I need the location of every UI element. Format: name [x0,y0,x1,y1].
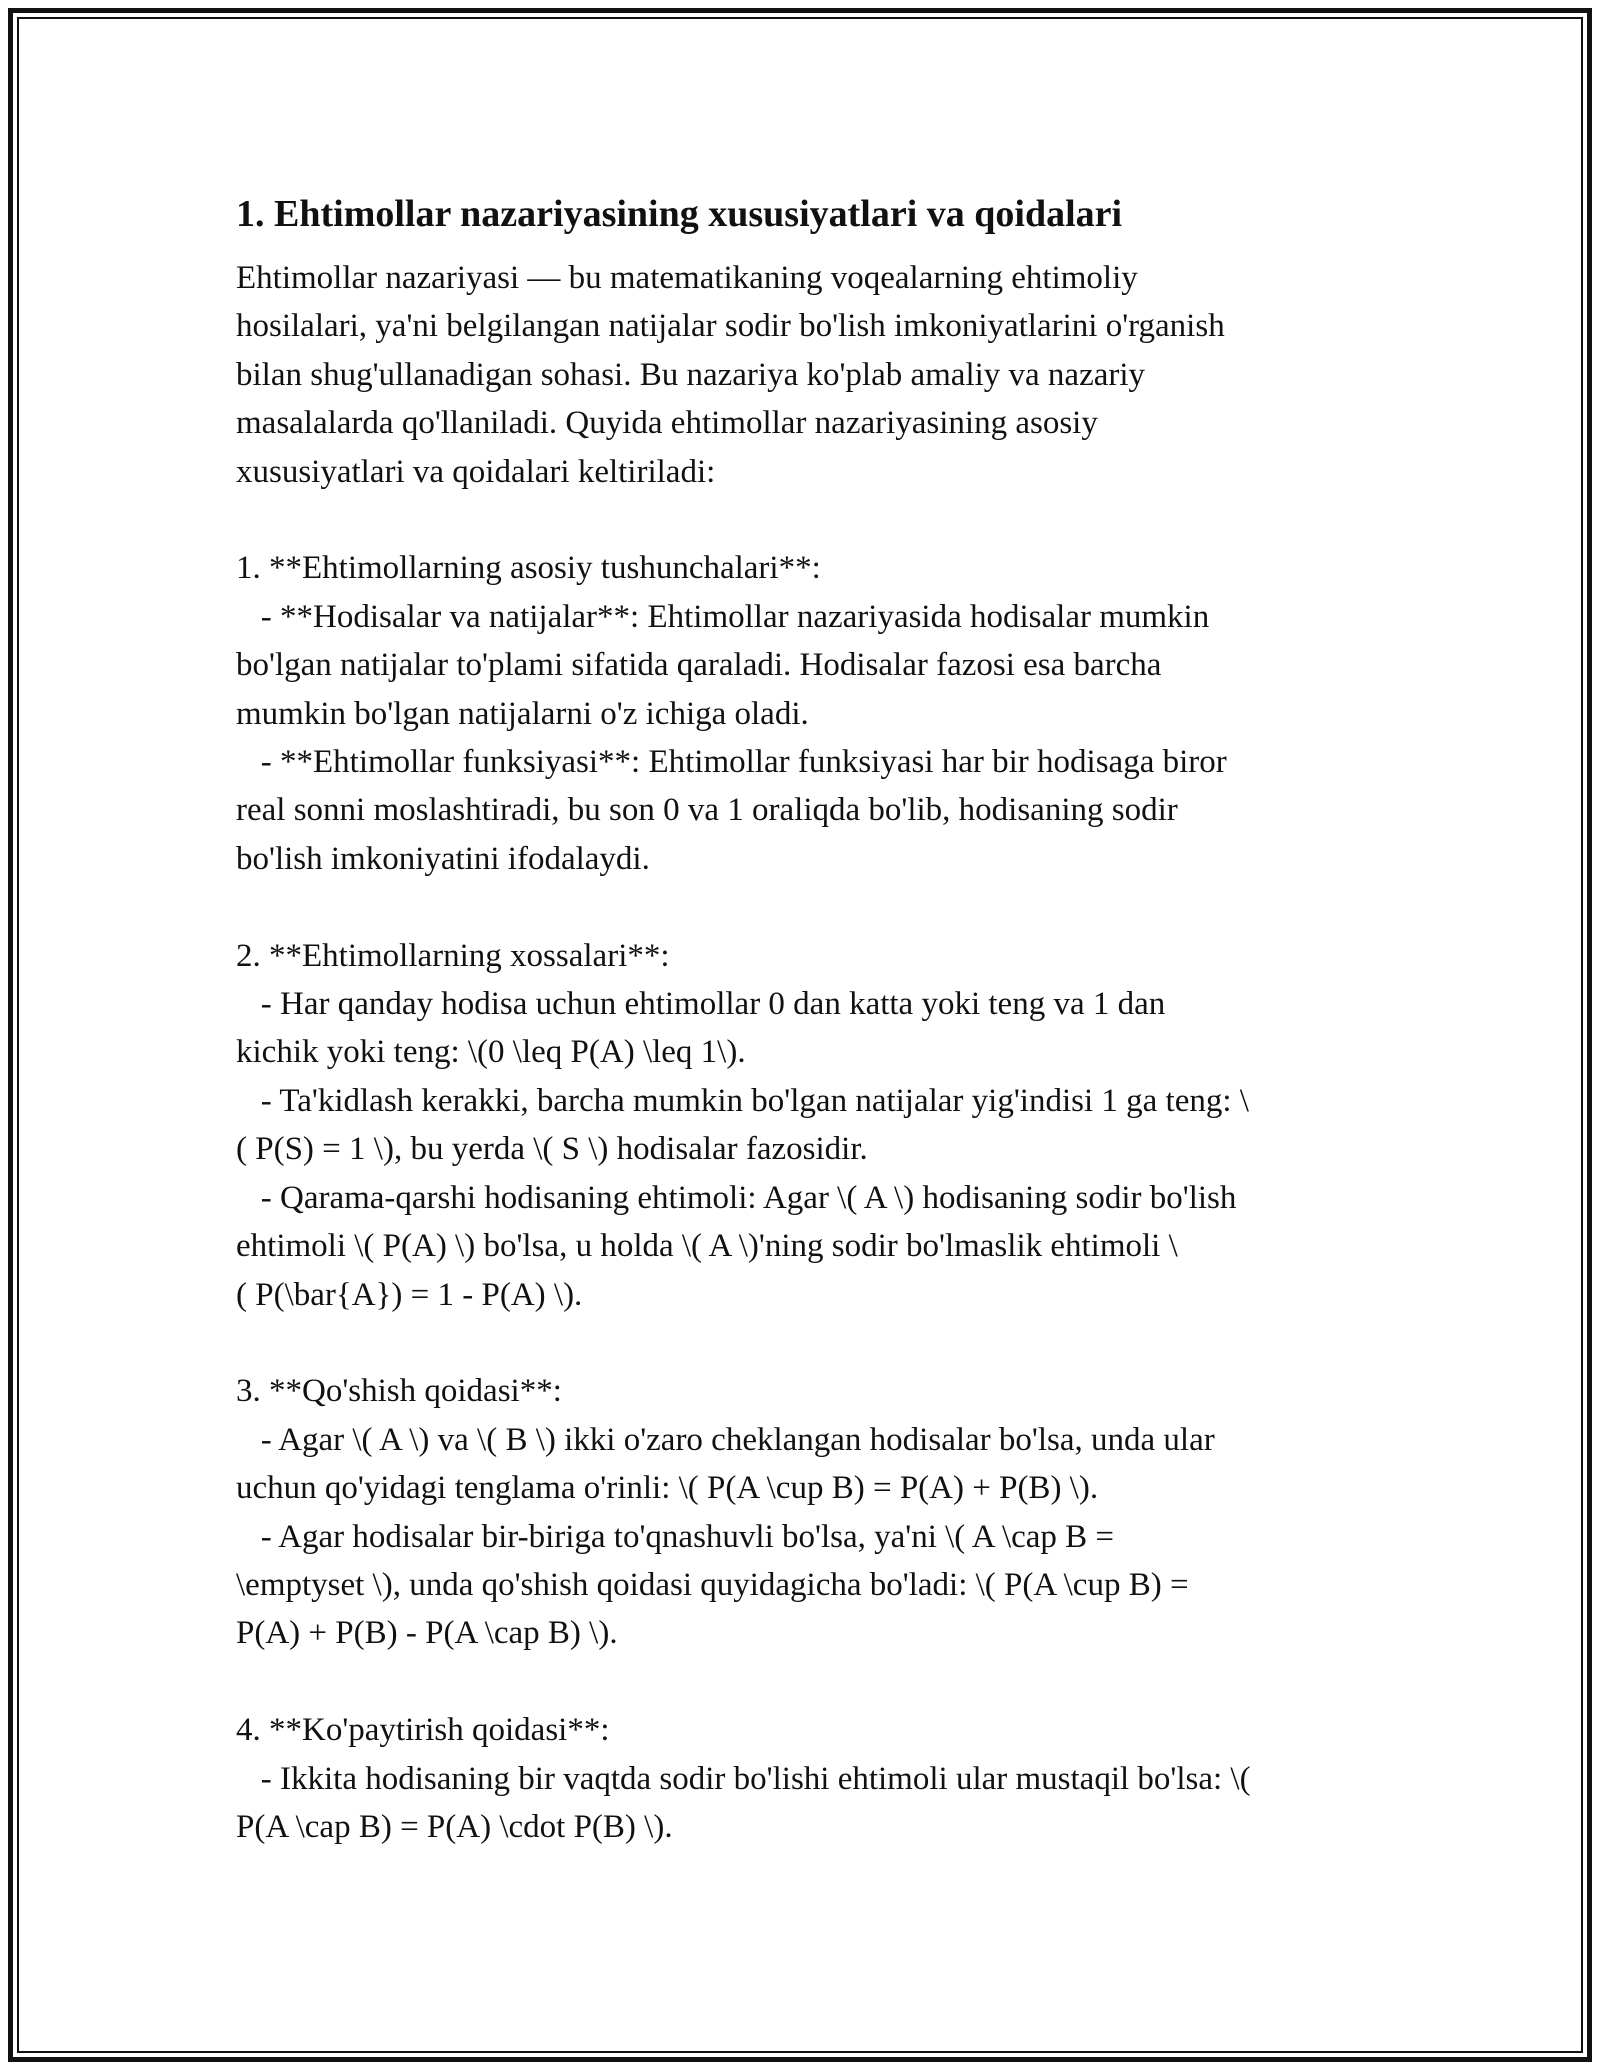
section-line: - **Hodisalar va natijalar**: Ehtimollar nazariyasida hodisalar mumkin [236,598,1210,635]
section-line: mumkin bo'lgan natijalarni o'z ichiga oladi. [236,695,809,732]
section-line: uchun qo'yidagi tenglama o'rinli: \( P(A \cup B) = P(A) + P(B) \). [236,1470,1099,1507]
document-page [236,186,1376,1851]
section-heading: 4. **Ko'paytirish qoidasi**: [236,1712,610,1749]
section-basic-concepts [236,544,1376,883]
section-line: P(A) + P(B) - P(A \cap B) \). [236,1615,618,1652]
intro-line: xususiyatlari va qoidalari keltiriladi: [236,453,716,490]
section-line: ( P(\bar{A}) = 1 - P(A) \). [236,1276,583,1313]
section-multiplication-rule [236,1706,1376,1851]
spacer [236,883,1376,931]
spacer [236,1658,1376,1706]
section-line: P(A \cap B) = P(A) \cdot P(B) \). [236,1808,673,1845]
section-line: - Har qanday hodisa uchun ehtimollar 0 dan katta yoki teng va 1 dan [236,986,1166,1023]
spacer [236,1319,1376,1367]
section-line: bo'lgan natijalar to'plami sifatida qaraladi. Hodisalar fazosi esa barcha [236,647,1162,684]
section-line: \emptyset \), unda qo'shish qoidasi quyidagicha bo'ladi: \( P(A \cup B) = [236,1566,1189,1603]
section-properties [236,932,1376,1319]
section-line: ( P(S) = 1 \), bu yerda \( S \) hodisalar fazosidir. [236,1131,868,1168]
section-line: bo'lish imkoniyatini ifodalaydi. [236,840,650,877]
intro-paragraph [236,254,1376,496]
spacer [236,496,1376,544]
intro-line: Ehtimollar nazariyasi — bu matematikaning voqealarning ehtimoliy [236,260,1138,296]
intro-line: bilan shug'ullanadigan sohasi. Bu nazariya ko'plab amaliy va nazariy [236,356,1146,393]
section-heading: 3. **Qo'shish qoidasi**: [236,1373,562,1410]
section-line: - Agar \( A \) va \( B \) ikki o'zaro cheklangan hodisalar bo'lsa, unda ular [236,1421,1215,1458]
section-line: - Agar hodisalar bir-biriga to'qnashuvli bo'lsa, ya'ni \( A \cap B = [236,1518,1115,1555]
section-line: - **Ehtimollar funksiyasi**: Ehtimollar funksiyasi har bir hodisaga biror [236,744,1227,781]
section-addition-rule [236,1367,1376,1657]
section-line: - Qarama-qarshi hodisaning ehtimoli: Agar \( A \) hodisaning sodir bo'lish [236,1179,1237,1216]
section-heading: 1. **Ehtimollarning asosiy tushunchalari**: [236,550,821,587]
section-line: - Ta'kidlash kerakki, barcha mumkin bo'lgan natijalar yig'indisi 1 ga teng: \ [236,1082,1249,1119]
section-line: real sonni moslashtiradi, bu son 0 va 1 oraliqda bo'lib, hodisaning sodir [236,792,1178,829]
section-line: - Ikkita hodisaning bir vaqtda sodir bo'lishi ehtimoli ular mustaqil bo'lsa: \( [236,1760,1251,1797]
intro-line: hosilalari, ya'ni belgilangan natijalar sodir bo'lish imkoniyatlarini o'rganish [236,308,1225,345]
document-title: 1. Ehtimollar nazariyasining xususiyatlari va qoidalari [236,193,1123,235]
section-line: ehtimoli \( P(A) \) bo'lsa, u holda \( A \)'ning sodir bo'lmaslik ehtimoli \ [236,1228,1178,1265]
intro-line: masalalarda qo'llaniladi. Quyida ehtimollar nazariyasining asosiy [236,405,1098,442]
section-heading: 2. **Ehtimollarning xossalari**: [236,937,670,974]
section-line: kichik yoki teng: \(0 \leq P(A) \leq 1\). [236,1034,746,1071]
